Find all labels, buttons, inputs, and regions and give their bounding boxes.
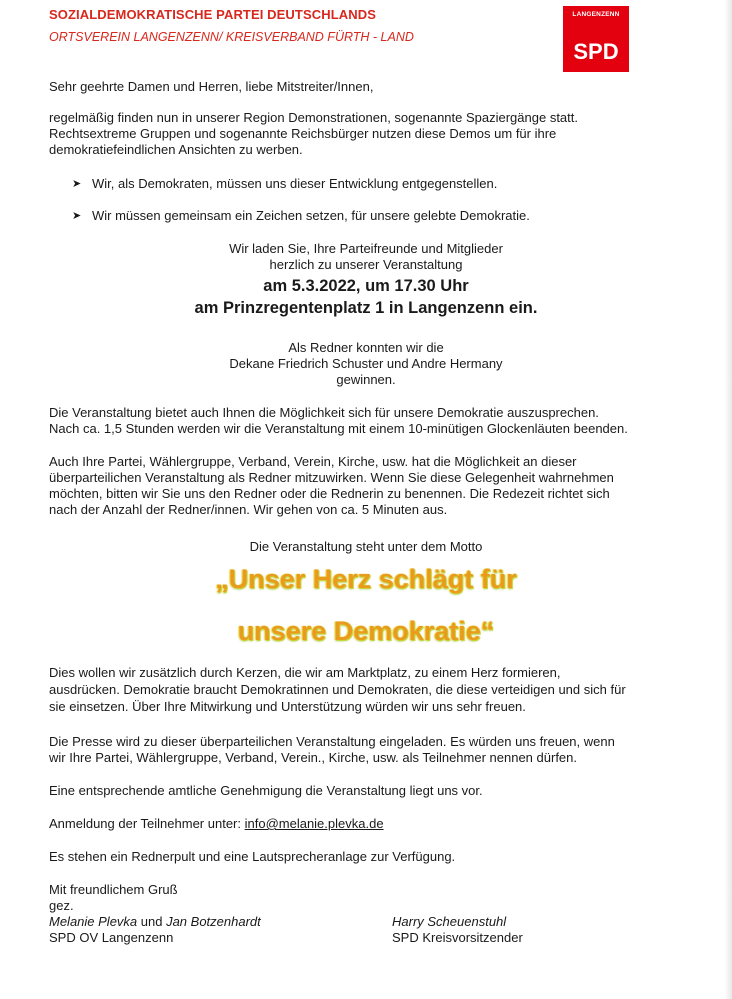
participation-line-4: nach der Anzahl der Redner/innen. Wir gehen von ca. 5 Minuten aus. <box>49 502 448 517</box>
closing-greeting: Mit freundlichem Gruß <box>49 882 178 897</box>
left-organization: SPD OV Langenzenn <box>49 930 174 945</box>
party-name: SOZIALDEMOKRATISCHE PARTEI DEUTSCHLANDS <box>49 7 376 22</box>
speakers-line-1: Als Redner konnten wir die <box>288 340 444 355</box>
invitation-line-1: Wir laden Sie, Ihre Parteifreunde und Mitglieder <box>229 241 503 256</box>
bullet-item-1: Wir, als Demokraten, müssen uns dieser Entwicklung entgegenstellen. <box>92 176 498 191</box>
speakers-line-2: Dekane Friedrich Schuster und Andre Hermany <box>229 356 503 371</box>
approval-text: Eine entsprechende amtliche Genehmigung die Veranstaltung liegt uns vor. <box>49 783 483 798</box>
participation-line-1: Auch Ihre Partei, Wählergruppe, Verband, Verein, Kirche, usw. hat die Möglichkeit an dieser <box>49 454 577 469</box>
participation-line-3: möchten, bitten wir Sie uns den Redner oder die Rednerin zu benennen. Die Redezeit richtet sich <box>49 486 610 501</box>
event-place: am Prinzregentenplatz 1 in Langenzenn ein. <box>194 299 538 317</box>
registration-email-link[interactable]: info@melanie.plevka.de <box>244 816 384 831</box>
duration-line-2: Nach ca. 1,5 Stunden werden wir die Veranstaltung mit einem 10-minütigen Glockenläuten beenden. <box>49 421 628 436</box>
press-line-1: Die Presse wird zu dieser überparteilichen Veranstaltung eingeladen. Es würden uns freuen, wenn <box>49 734 615 749</box>
intro-line-3: demokratiefeindlichen Ansichten zu werben. <box>49 142 303 157</box>
bullet-item-2: Wir müssen gemeinsam ein Zeichen setzen, für unsere gelebte Demokratie. <box>92 208 530 223</box>
candles-line-1: Dies wollen wir zusätzlich durch Kerzen, die wir am Marktplatz, zu einem Herz formieren, <box>49 665 561 680</box>
arrow-bullet-icon: ➤ <box>72 210 82 222</box>
duration-line-1: Die Veranstaltung bietet auch Ihnen die Möglichkeit sich für unsere Demokratie auszusprechen. <box>49 405 599 420</box>
motto-line-1: „Unser Herz schlägt für <box>215 564 517 594</box>
arrow-bullet-icon: ➤ <box>72 178 82 190</box>
speakers-line-3: gewinnen. <box>336 372 396 387</box>
participation-line-2: überparteilichen Veranstaltung als Redner mitzuwirken. Wenn Sie diese Gelegenheit wahrnehmen <box>49 470 614 485</box>
intro-line-1: regelmäßig finden nun in unserer Region Demonstrationen, sogenannte Spaziergänge statt. <box>49 110 579 125</box>
salutation: Sehr geehrte Damen und Herren, liebe Mitstreiter/Innen, <box>49 79 374 94</box>
equipment-text: Es stehen ein Rednerpult und eine Lautsprecheranlage zur Verfügung. <box>49 849 456 864</box>
spd-logo <box>563 6 629 72</box>
signatory-name-2: Jan Botzenhardt <box>166 914 261 929</box>
motto-line-2: unsere Demokratie“ <box>237 616 495 646</box>
right-signatory-name: Harry Scheuenstuhl <box>392 914 507 929</box>
motto-intro: Die Veranstaltung steht unter dem Motto <box>249 539 483 554</box>
logo-location-text: LANGENZENN <box>572 11 620 18</box>
local-chapter: ORTSVEREIN LANGENZENN/ KREISVERBAND FÜRTH - LAND <box>49 30 414 44</box>
event-date: am 5.3.2022, um 17.30 Uhr <box>263 277 469 295</box>
page-edge-shadow <box>724 0 732 999</box>
signatory-name-1: Melanie Plevka <box>49 914 138 929</box>
signatory-and: und <box>137 914 167 929</box>
right-organization: SPD Kreisvorsitzender <box>392 930 523 945</box>
intro-line-2: Rechtsextreme Gruppen und sogenannte Reichsbürger nutzen diese Demos um für ihre <box>49 126 557 141</box>
candles-line-3: sie einsetzen. Über Ihre Mitwirkung und Unterstützung würden wir uns sehr freuen. <box>49 699 526 714</box>
candles-line-2: ausdrücken. Demokratie braucht Demokratinnen und Demokraten, die diese verteidigen und sich für <box>49 682 626 697</box>
closing-gez: gez. <box>49 898 74 913</box>
logo-party-text: SPD <box>573 39 619 64</box>
invitation-line-2: herzlich zu unserer Veranstaltung <box>269 257 463 272</box>
registration-label: Anmeldung der Teilnehmer unter: <box>49 816 245 831</box>
press-line-2: wir Ihre Partei, Wählergruppe, Verband, Verein., Kirche, usw. als Teilnehmer nennen dürfen. <box>49 750 577 765</box>
registration-line <box>49 816 384 833</box>
left-signatories <box>49 914 261 931</box>
